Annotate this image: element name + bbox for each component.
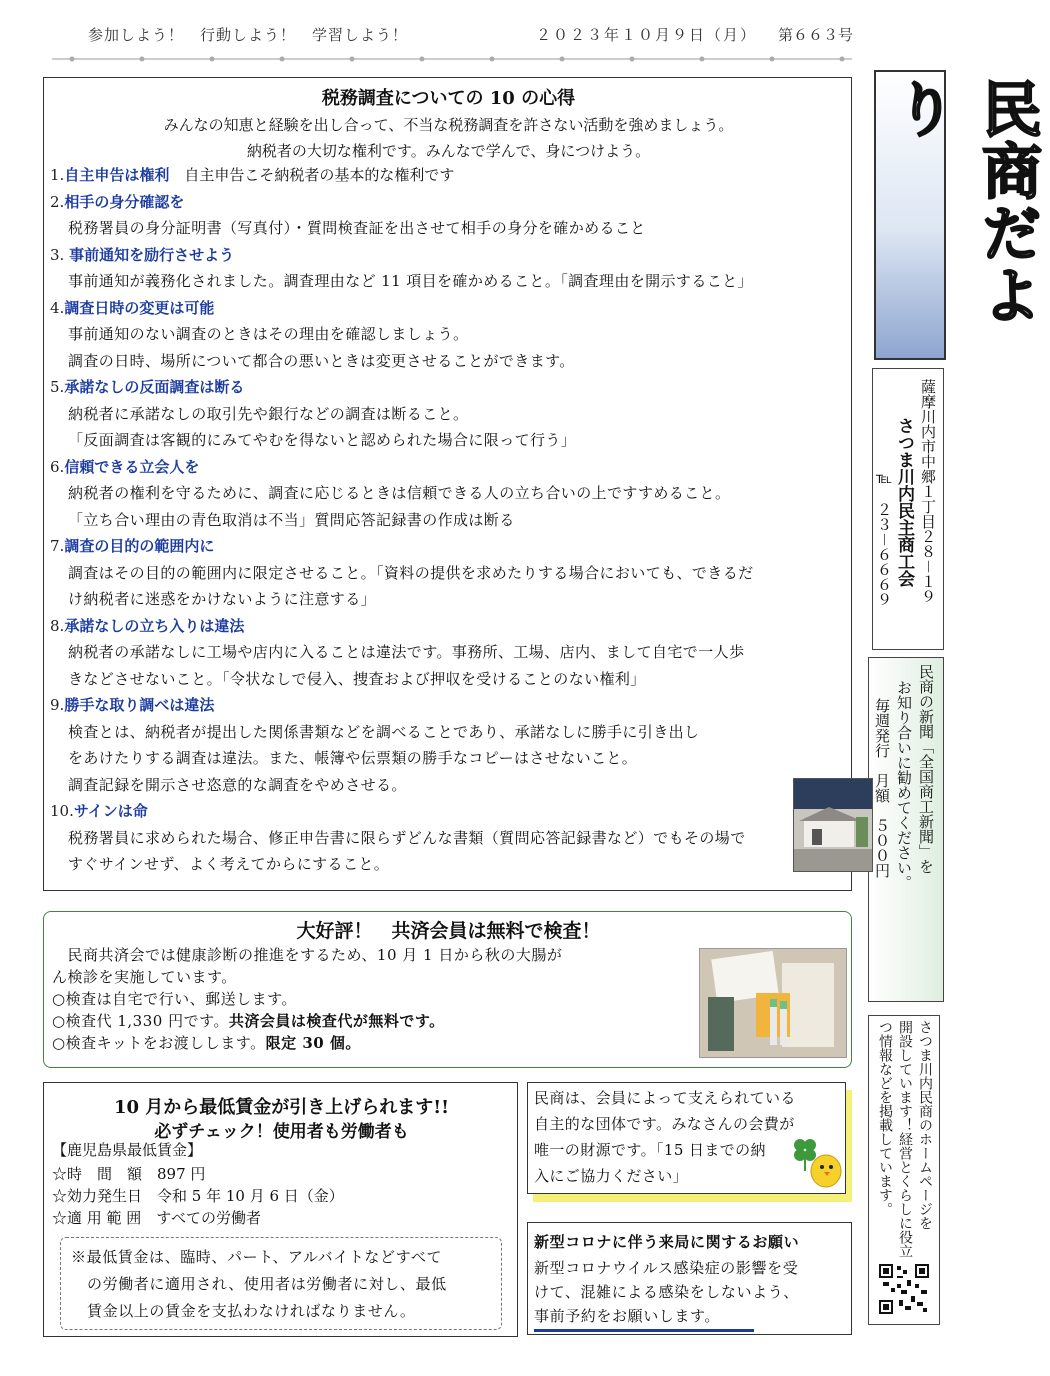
tax-guide-item-3-text: 事前通知が義務化されました。調査理由など 11 項目を確かめること。「調査理由を開示すること」: [68, 272, 753, 290]
item-heading: 調査の目的の範囲内に: [64, 537, 215, 555]
item-heading: 相手の身分確認を: [64, 192, 185, 211]
tax-guide-item-6-text: 納税者の権利を守るために、調査に応じるときは信頼できる人の立ち合いの上ですすめること。: [68, 484, 731, 502]
tax-guide-item-8: [50, 613, 244, 639]
item-heading: サインは命: [73, 802, 148, 820]
issue-date: ２０２３年１０月９日（月）: [536, 26, 758, 44]
covid-line-3: 事前予約をお願いします。: [534, 1303, 754, 1332]
website-line-1: さつま川内民商のホームページを: [917, 1020, 933, 1230]
covid-notice-box: [527, 1222, 852, 1335]
tax-guide-item-3: [50, 242, 234, 268]
wage-effective-date: ☆効力発生日 令和 5 年 10 月 6 日（金）: [52, 1187, 344, 1205]
issue-number: 第６６３号: [778, 26, 854, 44]
item-number: 7.: [50, 537, 65, 555]
organization-tel: ℡ ２３－６６６９: [875, 469, 893, 608]
tax-guide-item-4-text: 調査の日時、場所について都合の悪いときは変更させることができます。: [68, 351, 575, 370]
item-heading: 信頼できる立会人を: [64, 457, 200, 476]
item-heading: 調査日時の変更は可能: [64, 298, 215, 317]
item-number: 6.: [50, 457, 65, 476]
item-number: 10.: [50, 802, 74, 820]
kyosai-line-1: 民商共済会では健康診断の推進をするため、10 月 1 日から秋の大腸が: [52, 946, 563, 964]
dues-line-1: 民商は、会員によって支えられている: [534, 1089, 796, 1107]
tax-guide-item-2-text: 税務署員の身分証明書（写真付）・質問検査証を出させて相手の身分を確かめること: [68, 219, 646, 237]
tax-guide-item-9-text: 検査とは、納税者が提出した関係書類などを調べることであり、承諾なしに勝手に引き出し: [68, 722, 700, 741]
covid-line-1: 新型コロナウイルス感染症の影響を受: [534, 1259, 799, 1277]
kyosai-line-4: [52, 1010, 445, 1032]
tax-guide-item-4-text: 事前通知のない調査のときはその理由を確認しましょう。: [68, 325, 469, 343]
item-tail: 自主申告こそ納税者の基本的な権利です: [169, 166, 455, 184]
website-line-3: つ情報などを掲載しています。: [877, 1020, 893, 1216]
wage-note-2: の労働者に適用され、使用者は労働者に対し、最低: [87, 1275, 447, 1293]
tax-guide-item-7-text: 調査はその目的の範囲内に限定させること。「資料の提供を求めたりする場合においても、できるだ: [68, 563, 754, 582]
masthead: [874, 70, 1042, 360]
kyosai-line-5: [52, 1032, 361, 1054]
tax-guide-box: [43, 77, 852, 891]
tax-guide-item-10-text: すぐサインせず、よく考えてからにすること。: [68, 855, 390, 873]
kyosai-line-2: ん検診を実施しています。: [52, 968, 237, 986]
kyosai-kit: ○検査キットをお渡しします。: [52, 1034, 266, 1052]
item-number: 2.: [50, 192, 65, 211]
minimum-wage-subtitle: 必ずチェック！使用者も労働者も: [154, 1122, 409, 1142]
dues-box: [527, 1082, 846, 1194]
item-number: 1.: [50, 166, 65, 184]
chick-clover-icon: [790, 1137, 844, 1189]
wage-hourly: ☆時 間 額 897 円: [52, 1165, 206, 1183]
test-kit-photo: [699, 948, 847, 1058]
tax-guide-item-7: [50, 533, 214, 559]
tax-guide-item-9: [50, 692, 214, 718]
tax-guide-item-4: [50, 295, 214, 321]
organization-address: 薩摩川内市中郷１丁目２８－１９: [919, 379, 937, 605]
item-heading: 事前通知を励行させよう: [69, 245, 235, 264]
tax-guide-intro-1: みんなの知恵と経験を出し合って、不当な税務調査を許さない活動を強めましょう。: [163, 116, 734, 134]
website-box: [868, 1015, 940, 1325]
slogan: 参加しよう！ 行動しよう！ 学習しよう！: [88, 26, 409, 44]
tax-guide-item-1: [50, 162, 454, 188]
kyosai-title: 大好評！ 共済会員は無料で検査！: [296, 920, 601, 942]
item-number: 8.: [50, 616, 65, 635]
wage-note-3: 賃金以上の賃金を支払わなければなりません。: [87, 1302, 416, 1320]
dues-line-2: 自主的な団体です。みなさんの会費が: [534, 1115, 795, 1133]
tax-guide-item-7-text: け納税者に迷惑をかけないように注意する」: [68, 590, 377, 608]
wage-scope: ☆適 用 範 囲 すべての労働者: [52, 1209, 262, 1227]
wage-region: 【鹿児島県最低賃金】: [52, 1141, 203, 1159]
kyosai-fee: ○検査代 1,330 円です。: [52, 1012, 229, 1030]
dues-line-3: 唯一の財源です。「15 日までの納: [534, 1141, 766, 1159]
office-photo: [793, 778, 873, 872]
tax-guide-item-8-text: 納税者の承諾なしに工場や店内に入ることは違法です。事務所、工場、店内、まして自宅で一人歩: [68, 643, 745, 661]
newspaper-line-1: 民商の新聞「全国商工新聞」を: [917, 664, 935, 874]
website-line-2: 開設しています！経営とくらしに役立: [897, 1020, 913, 1258]
tax-guide-item-9-text: 調査記録を開示させ恣意的な調査をやめさせる。: [68, 775, 407, 794]
tax-guide-item-2: [50, 189, 184, 215]
minimum-wage-box: [43, 1082, 518, 1337]
organization-name: さつま川内民主商工会: [894, 417, 914, 587]
tax-guide-title: 税務調査についての 10 の心得: [321, 88, 576, 109]
covid-title: 新型コロナに伴う来局に関するお願い: [534, 1233, 800, 1251]
covid-line-2: けて、混雑による感染をしないよう、: [534, 1283, 799, 1301]
kyosai-line-3: ○検査は自宅で行い、郵送します。: [52, 990, 297, 1008]
item-number: 4.: [50, 298, 65, 317]
organization-box: [872, 368, 944, 650]
kyosai-box: [43, 911, 852, 1068]
tax-guide-intro-2: 納税者の大切な権利です。みんなで学んで、身につけよう。: [246, 142, 651, 160]
item-number: 5.: [50, 378, 65, 396]
minimum-wage-title: 10 月から最低賃金が引き上げられます!!: [113, 1097, 450, 1118]
kyosai-free-note: 共済会員は検査代が無料です。: [228, 1012, 445, 1030]
item-heading: 自主申告は権利: [64, 166, 170, 184]
item-heading: 勝手な取り調べは違法: [64, 696, 215, 714]
newspaper-line-2: お知り合いに勧めてください。: [895, 680, 913, 890]
item-heading: 承諾なしの立ち入りは違法: [64, 616, 245, 635]
kyosai-limit: 限定 30 個。: [265, 1034, 361, 1052]
tax-guide-item-9-text: をあけたりする調査は違法。また、帳簿や伝票類の勝手なコピーはさせないこと。: [68, 749, 638, 767]
dues-line-4: 入にご協力ください」: [534, 1167, 689, 1185]
item-number: 3.: [50, 245, 70, 264]
masthead-title: 民商だより: [886, 78, 1042, 326]
tax-guide-item-6-text: 「立ち合い理由の青色取消は不当」質問応答記録書の作成は断る: [68, 510, 515, 529]
item-number: 9.: [50, 696, 65, 714]
newspaper-line-3: 毎週発行 月額 ５００円: [873, 698, 891, 878]
tax-guide-item-6: [50, 454, 199, 480]
tax-guide-item-8-text: きなどさせないこと。「令状なしで侵入、捜査および押収を受けることのない権利」: [68, 669, 646, 688]
tax-guide-item-10-text: 税務署員に求められた場合、修正申告書に限らずどんな書類（質問応答記録書など）でもその場で: [68, 828, 746, 847]
header-rule: [52, 54, 852, 64]
newspaper-box: [868, 657, 944, 1002]
tax-guide-item-10: [50, 798, 148, 824]
tax-guide-item-5-text: 「反面調査は客観的にみてやむを得ないと認められた場合に限って行う」: [68, 431, 577, 449]
tax-guide-item-5-text: 納税者に承諾なしの取引先や銀行などの調査は断ること。: [68, 404, 469, 423]
wage-note-1: ※最低賃金は、臨時、パート、アルバイトなどすべて: [71, 1248, 443, 1266]
item-heading: 承諾なしの反面調査は断る: [64, 378, 245, 396]
tax-guide-item-5: [50, 374, 244, 400]
qr-code-icon[interactable]: [879, 1264, 929, 1314]
wage-note-box: [60, 1237, 502, 1330]
